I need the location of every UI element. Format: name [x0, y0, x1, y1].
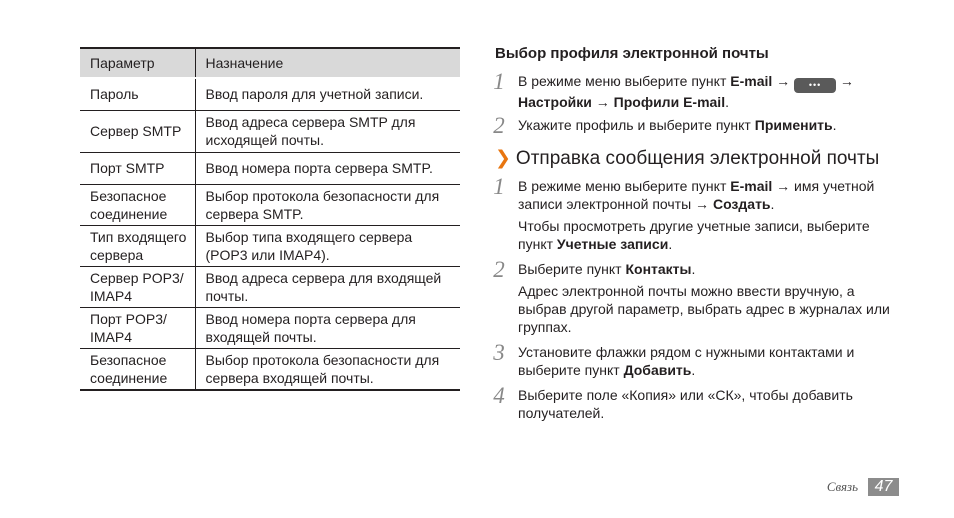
table-row [80, 307, 460, 348]
table-cell-param: Тип входящего сервера [80, 225, 195, 266]
menu-item-apply: Применить [754, 117, 833, 133]
table-cell-param: Сервер POP3/ IMAP4 [80, 266, 195, 307]
table-cell-param: Пароль [80, 78, 195, 110]
step-text: Установите флажки рядом с нужными контактами и выберите пункт Добавить. [518, 344, 855, 378]
table-cell-param: Безопасное соединение [80, 348, 195, 390]
table-cell-desc: Ввод номера порта сервера SMTP. [195, 152, 460, 184]
step-number: 1 [493, 69, 505, 94]
menu-item-create: Создать [712, 196, 771, 212]
table-cell-desc: Ввод адреса сервера для входящей почты. [195, 266, 460, 307]
table-cell-param: Порт POP3/ IMAP4 [80, 307, 195, 348]
table-header-row [80, 48, 460, 78]
table-cell-desc: Ввод номера порта сервера для входящей почты. [195, 307, 460, 348]
column-header-parameter: Параметр [80, 48, 195, 78]
table-cell-desc: Ввод пароля для учетной записи. [195, 78, 460, 110]
column-header-purpose: Назначение [195, 48, 460, 78]
step-number: 3 [493, 340, 505, 365]
menu-item-contacts: Контакты [625, 261, 692, 277]
more-dots-icon: ••• [794, 78, 836, 93]
table-row [80, 184, 460, 225]
table-row [80, 110, 460, 152]
step-note: Чтобы просмотреть другие учетные записи, выберите пункт Учетные записи. [518, 218, 870, 252]
step-note: Адрес электронной почты можно ввести вручную, а выбрав другой параметр, выбрать адрес в журналах или группах. [518, 283, 890, 335]
table-cell-desc: Выбор протокола безопасности для сервера входящей почты. [195, 348, 460, 390]
menu-item-email: E-mail [730, 73, 773, 89]
menu-item-add: Добавить [623, 362, 692, 378]
chevron-right-icon: ❯ [495, 148, 511, 169]
table-cell-desc: Выбор типа входящего сервера (POP3 или IMAP4). [195, 225, 460, 266]
page-number: 47 [868, 478, 899, 496]
table-cell-param: Безопасное соединение [80, 184, 195, 225]
menu-item-accounts: Учетные записи [556, 236, 669, 252]
table-row [80, 225, 460, 266]
menu-item-email: E-mail [730, 178, 773, 194]
step-number: 1 [493, 174, 505, 199]
table-cell-param: Сервер SMTP [80, 110, 195, 152]
menu-item-settings: Настройки [518, 94, 592, 110]
step-text: Укажите профиль и выберите пункт Применить. [518, 117, 837, 133]
step-number: 4 [493, 383, 505, 408]
menu-item-email-profiles: Профили E-mail [613, 94, 726, 110]
step-text: В режиме меню выберите пункт E-mail → ••• → Настройки → Профили E-mail. [518, 73, 854, 110]
step-number: 2 [493, 257, 505, 282]
profile-section-title: Выбор профиля электронной почты [495, 45, 769, 62]
table-row [80, 348, 460, 390]
step-text: В режиме меню выберите пункт E-mail → имя учетной записи электронной почты → Создать. [518, 178, 875, 212]
step-number: 2 [493, 113, 505, 138]
step-text: Выберите пункт Контакты. [518, 261, 696, 277]
step-text: Выберите поле «Копия» или «СК», чтобы добавить получателей. [518, 387, 853, 421]
table-row [80, 78, 460, 110]
table-cell-desc: Выбор протокола безопасности для сервера SMTP. [195, 184, 460, 225]
section-name: Связь [826, 479, 858, 494]
table-cell-param: Порт SMTP [80, 152, 195, 184]
parameters-table [80, 47, 460, 391]
table-cell-desc: Ввод адреса сервера SMTP для исходящей почты. [195, 110, 460, 152]
parameters-table-wrapper [80, 47, 460, 391]
table-row [80, 266, 460, 307]
table-row [80, 152, 460, 184]
page-footer [827, 478, 899, 496]
send-section-title: ❯ Отправка сообщения электронной почты [495, 148, 880, 169]
